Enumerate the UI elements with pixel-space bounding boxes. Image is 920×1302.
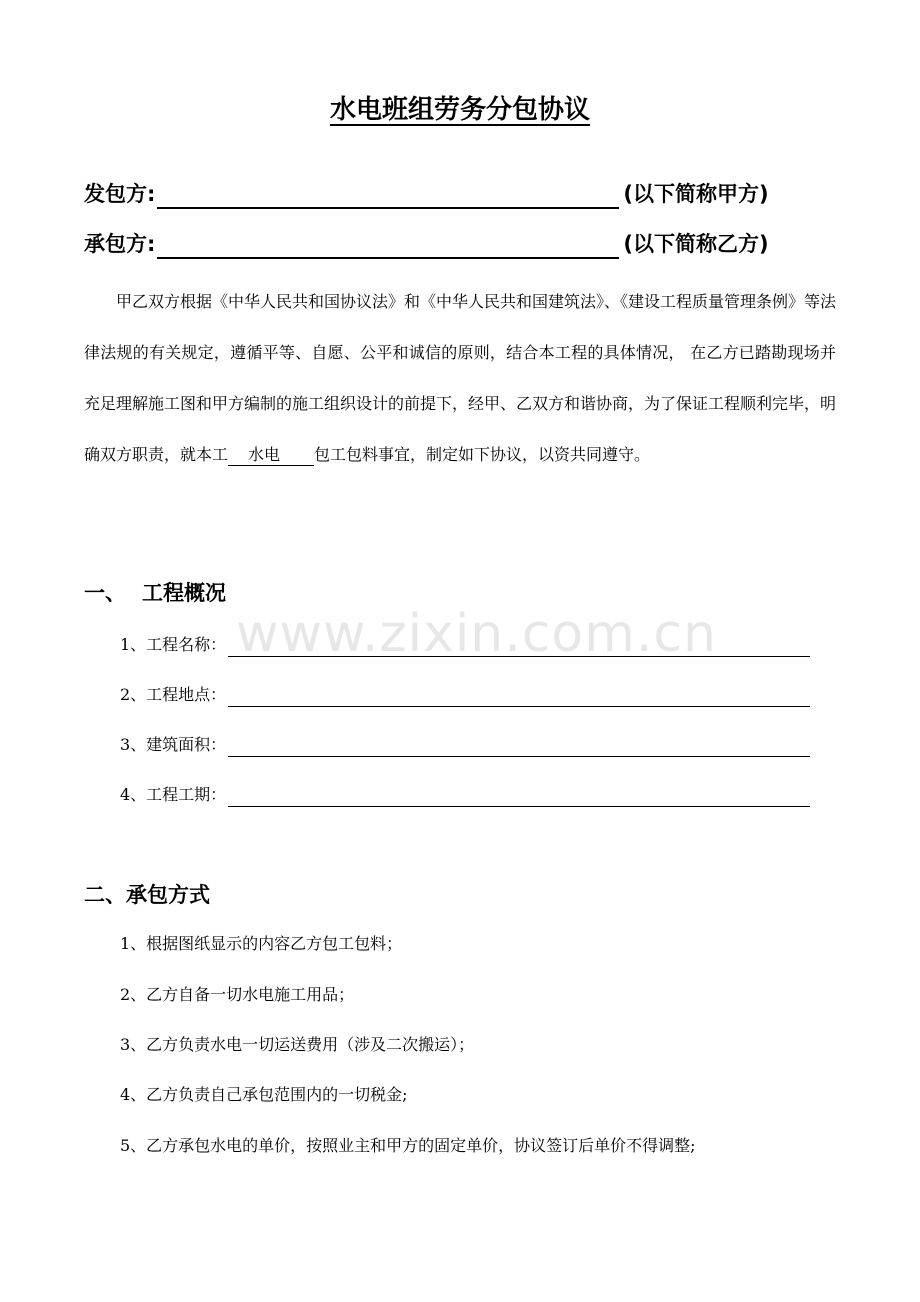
intro-text-before: 甲乙双方根据《中华人民共和国协议法》和《中华人民共和国建筑法》、《建设工程质量管理条例》等法律法规的有关规定，遵循平等、自愿、公平和诚信的原则，结合本工程的具体情况， 在乙方已踏勘现场并充足理解施工图和甲方编制的施工组织设计的前提下，经甲、乙双方和谐协商，为了保证工程顺利完毕，明确双方职责，就本工: [84, 292, 837, 464]
party-b-label: 承包方:: [84, 232, 156, 256]
field-project-duration-blank: [228, 786, 810, 807]
field-project-name-blank: [228, 636, 810, 657]
party-a-suffix: (以下简称甲方): [623, 182, 769, 206]
contract-item-1: 1、根据图纸显示的内容乙方包工包料；: [120, 934, 403, 953]
party-a-label: 发包方:: [84, 182, 156, 206]
field-building-area: [120, 727, 810, 757]
section-1-number: 一、: [84, 581, 126, 605]
section-2-heading: 二、承包方式: [84, 883, 210, 907]
document-title: 水电班组劳务分包协议: [329, 95, 590, 125]
field-project-duration-label: 4、工程工期：: [120, 785, 227, 804]
watermark: www.zixin.com.cn: [236, 604, 717, 664]
field-project-location: [120, 677, 810, 707]
section-1-heading: [84, 578, 226, 608]
party-b-blank: [157, 233, 619, 259]
intro-filled-blank: 水电: [228, 445, 314, 466]
party-b-line: [84, 223, 844, 259]
contract-item-3: 3、乙方负责水电一切运送费用（涉及二次搬运）；: [120, 1035, 475, 1054]
party-a-blank: [157, 183, 619, 209]
party-b-suffix: (以下简称乙方): [623, 232, 769, 256]
field-building-area-label: 3、建筑面积：: [120, 735, 227, 754]
field-project-location-blank: [228, 686, 810, 707]
intro-text-after: 包工包料事宜，制定如下协议，以资共同遵守。: [314, 445, 651, 464]
field-project-name: [120, 627, 810, 657]
intro-paragraph: [84, 276, 836, 480]
field-project-name-label: 1、工程名称：: [120, 635, 227, 654]
contract-item-5: 5、乙方承包水电的单价，按照业主和甲方的固定单价，协议签订后单价不得调整;: [120, 1136, 696, 1155]
contract-item-2: 2、乙方自备一切水电施工用品；: [120, 985, 355, 1004]
section-1-title: 工程概况: [142, 581, 226, 605]
field-building-area-blank: [228, 736, 810, 757]
field-project-location-label: 2、工程地点：: [120, 685, 227, 704]
field-project-duration: [120, 777, 810, 807]
contract-item-4: 4、乙方负责自己承包范围内的一切税金;: [120, 1085, 408, 1104]
party-a-line: [84, 173, 844, 209]
